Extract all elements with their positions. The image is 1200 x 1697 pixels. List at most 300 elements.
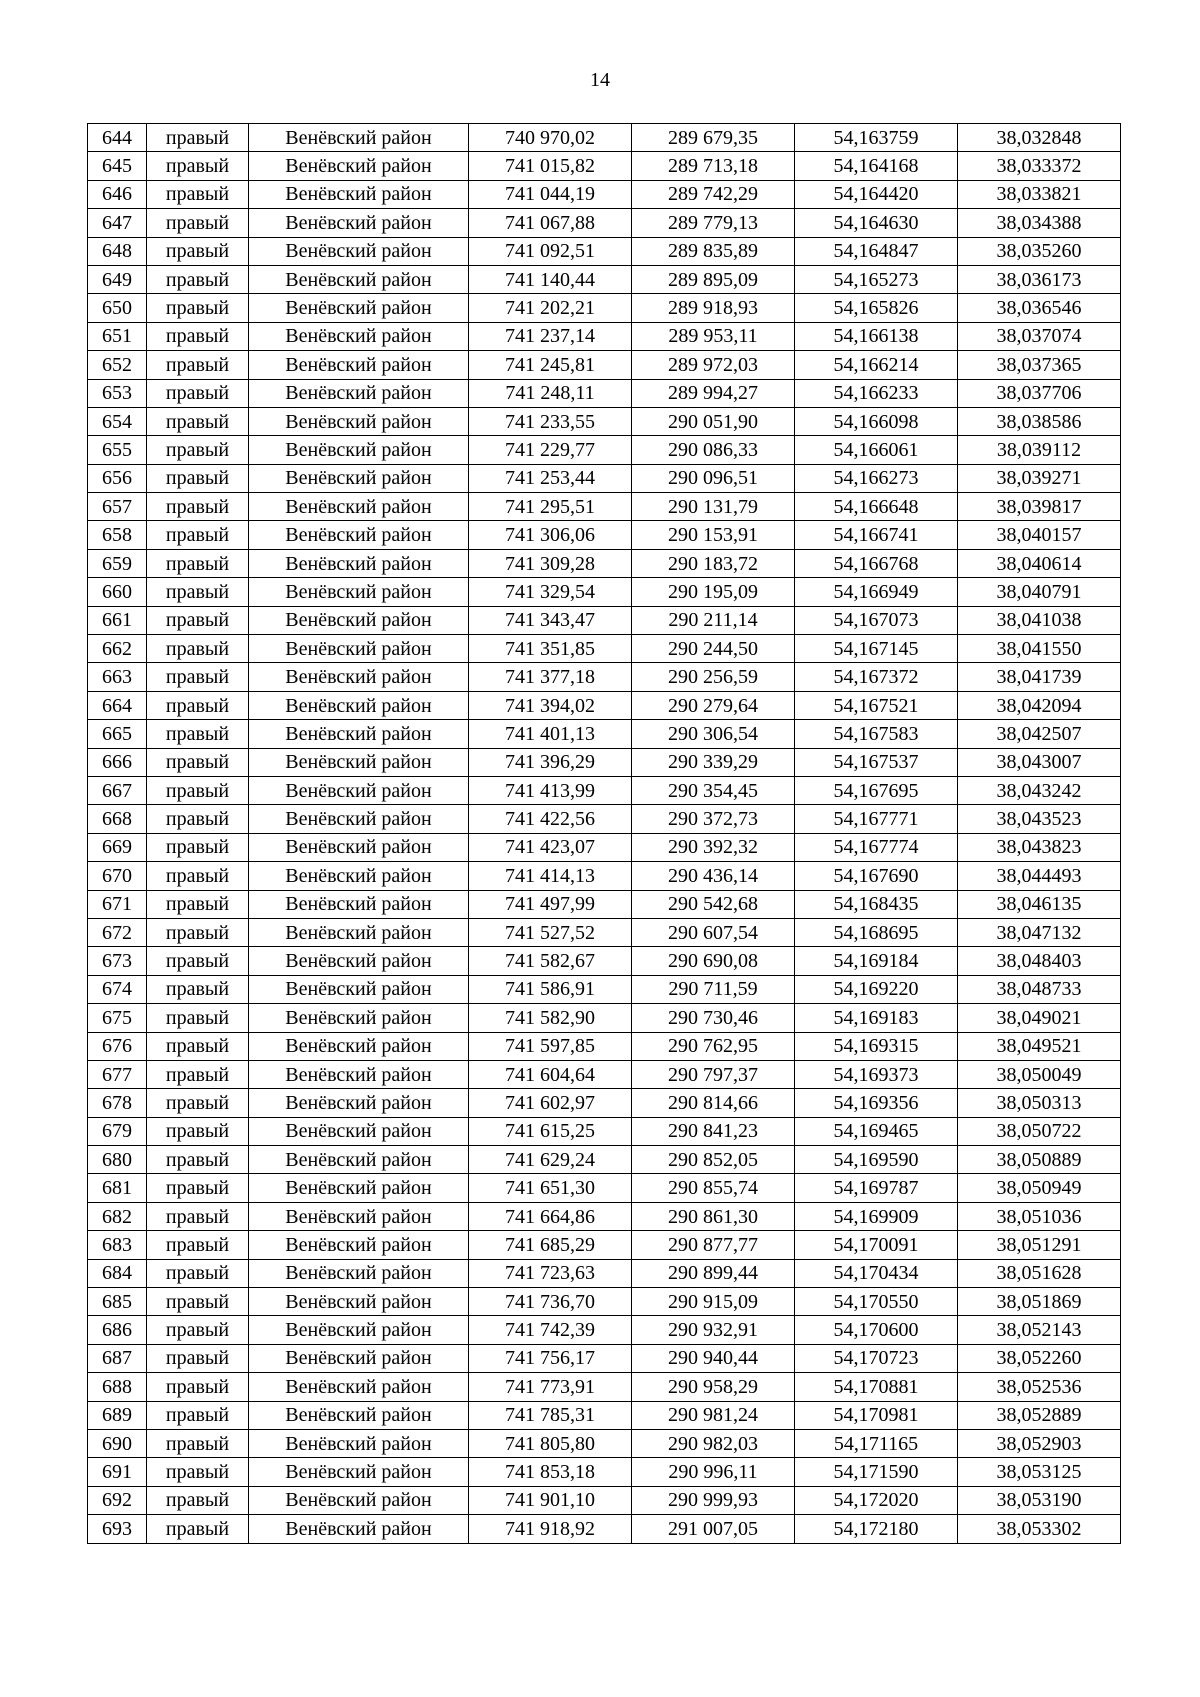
longitude-cell: 38,050722 <box>958 1117 1121 1145</box>
y-coordinate-cell: 290 932,91 <box>632 1316 795 1344</box>
table-row <box>88 1060 1121 1088</box>
x-coordinate-cell: 741 401,13 <box>469 720 632 748</box>
y-coordinate-cell: 290 999,93 <box>632 1486 795 1514</box>
y-coordinate-cell: 289 972,03 <box>632 351 795 379</box>
district-cell: Венёвский район <box>249 464 469 492</box>
table-row <box>88 1316 1121 1344</box>
x-coordinate-cell: 741 602,97 <box>469 1089 632 1117</box>
x-coordinate-cell: 741 396,29 <box>469 748 632 776</box>
point-number-cell: 655 <box>88 436 147 464</box>
longitude-cell: 38,051628 <box>958 1259 1121 1287</box>
bank-cell: правый <box>147 294 249 322</box>
district-cell: Венёвский район <box>249 1259 469 1287</box>
bank-cell: правый <box>147 833 249 861</box>
longitude-cell: 38,040157 <box>958 521 1121 549</box>
point-number-cell: 683 <box>88 1231 147 1259</box>
x-coordinate-cell: 741 414,13 <box>469 862 632 890</box>
district-cell: Венёвский район <box>249 1032 469 1060</box>
latitude-cell: 54,168695 <box>795 918 958 946</box>
point-number-cell: 667 <box>88 776 147 804</box>
y-coordinate-cell: 290 086,33 <box>632 436 795 464</box>
y-coordinate-cell: 290 690,08 <box>632 947 795 975</box>
table-row <box>88 1429 1121 1457</box>
table-row <box>88 1146 1121 1174</box>
x-coordinate-cell: 741 233,55 <box>469 407 632 435</box>
district-cell: Венёвский район <box>249 947 469 975</box>
longitude-cell: 38,052889 <box>958 1401 1121 1429</box>
point-number-cell: 662 <box>88 635 147 663</box>
x-coordinate-cell: 741 015,82 <box>469 152 632 180</box>
point-number-cell: 681 <box>88 1174 147 1202</box>
district-cell: Венёвский район <box>249 1202 469 1230</box>
district-cell: Венёвский район <box>249 833 469 861</box>
longitude-cell: 38,051291 <box>958 1231 1121 1259</box>
table-row <box>88 152 1121 180</box>
y-coordinate-cell: 290 814,66 <box>632 1089 795 1117</box>
bank-cell: правый <box>147 578 249 606</box>
longitude-cell: 38,034388 <box>958 209 1121 237</box>
point-number-cell: 677 <box>88 1060 147 1088</box>
district-cell: Венёвский район <box>249 1089 469 1117</box>
y-coordinate-cell: 290 051,90 <box>632 407 795 435</box>
x-coordinate-cell: 741 918,92 <box>469 1515 632 1543</box>
point-number-cell: 653 <box>88 379 147 407</box>
point-number-cell: 672 <box>88 918 147 946</box>
x-coordinate-cell: 741 742,39 <box>469 1316 632 1344</box>
point-number-cell: 658 <box>88 521 147 549</box>
y-coordinate-cell: 290 981,24 <box>632 1401 795 1429</box>
point-number-cell: 686 <box>88 1316 147 1344</box>
district-cell: Венёвский район <box>249 1373 469 1401</box>
district-cell: Венёвский район <box>249 663 469 691</box>
longitude-cell: 38,047132 <box>958 918 1121 946</box>
longitude-cell: 38,044493 <box>958 862 1121 890</box>
table-row <box>88 180 1121 208</box>
table-row <box>88 1344 1121 1372</box>
bank-cell: правый <box>147 805 249 833</box>
table-row <box>88 691 1121 719</box>
district-cell: Венёвский район <box>249 1146 469 1174</box>
bank-cell: правый <box>147 1089 249 1117</box>
district-cell: Венёвский район <box>249 180 469 208</box>
point-number-cell: 647 <box>88 209 147 237</box>
longitude-cell: 38,043242 <box>958 776 1121 804</box>
table-row <box>88 805 1121 833</box>
x-coordinate-cell: 741 773,91 <box>469 1373 632 1401</box>
x-coordinate-cell: 741 329,54 <box>469 578 632 606</box>
district-cell: Венёвский район <box>249 1316 469 1344</box>
district-cell: Венёвский район <box>249 294 469 322</box>
bank-cell: правый <box>147 918 249 946</box>
bank-cell: правый <box>147 1117 249 1145</box>
bank-cell: правый <box>147 1316 249 1344</box>
latitude-cell: 54,167145 <box>795 635 958 663</box>
longitude-cell: 38,039817 <box>958 493 1121 521</box>
latitude-cell: 54,169465 <box>795 1117 958 1145</box>
longitude-cell: 38,053302 <box>958 1515 1121 1543</box>
x-coordinate-cell: 741 422,56 <box>469 805 632 833</box>
y-coordinate-cell: 291 007,05 <box>632 1515 795 1543</box>
y-coordinate-cell: 290 852,05 <box>632 1146 795 1174</box>
y-coordinate-cell: 290 354,45 <box>632 776 795 804</box>
bank-cell: правый <box>147 521 249 549</box>
bank-cell: правый <box>147 180 249 208</box>
longitude-cell: 38,043523 <box>958 805 1121 833</box>
bank-cell: правый <box>147 265 249 293</box>
latitude-cell: 54,166061 <box>795 436 958 464</box>
x-coordinate-cell: 741 295,51 <box>469 493 632 521</box>
table-row <box>88 1089 1121 1117</box>
longitude-cell: 38,040791 <box>958 578 1121 606</box>
point-number-cell: 674 <box>88 975 147 1003</box>
point-number-cell: 651 <box>88 322 147 350</box>
table-row <box>88 1288 1121 1316</box>
longitude-cell: 38,041038 <box>958 606 1121 634</box>
latitude-cell: 54,167521 <box>795 691 958 719</box>
point-number-cell: 687 <box>88 1344 147 1372</box>
point-number-cell: 661 <box>88 606 147 634</box>
bank-cell: правый <box>147 1032 249 1060</box>
point-number-cell: 670 <box>88 862 147 890</box>
district-cell: Венёвский район <box>249 805 469 833</box>
y-coordinate-cell: 289 835,89 <box>632 237 795 265</box>
bank-cell: правый <box>147 1202 249 1230</box>
longitude-cell: 38,038586 <box>958 407 1121 435</box>
table-row <box>88 549 1121 577</box>
longitude-cell: 38,050313 <box>958 1089 1121 1117</box>
bank-cell: правый <box>147 152 249 180</box>
table-row <box>88 635 1121 663</box>
longitude-cell: 38,052143 <box>958 1316 1121 1344</box>
bank-cell: правый <box>147 1259 249 1287</box>
latitude-cell: 54,163759 <box>795 124 958 152</box>
point-number-cell: 692 <box>88 1486 147 1514</box>
table-row <box>88 1515 1121 1543</box>
x-coordinate-cell: 741 377,18 <box>469 663 632 691</box>
bank-cell: правый <box>147 436 249 464</box>
x-coordinate-cell: 741 248,11 <box>469 379 632 407</box>
table-row <box>88 748 1121 776</box>
latitude-cell: 54,165273 <box>795 265 958 293</box>
longitude-cell: 38,036173 <box>958 265 1121 293</box>
point-number-cell: 685 <box>88 1288 147 1316</box>
table-row <box>88 947 1121 975</box>
longitude-cell: 38,051036 <box>958 1202 1121 1230</box>
longitude-cell: 38,053125 <box>958 1458 1121 1486</box>
latitude-cell: 54,170600 <box>795 1316 958 1344</box>
table-row <box>88 1117 1121 1145</box>
point-number-cell: 645 <box>88 152 147 180</box>
x-coordinate-cell: 741 253,44 <box>469 464 632 492</box>
table-row <box>88 436 1121 464</box>
district-cell: Венёвский район <box>249 776 469 804</box>
bank-cell: правый <box>147 351 249 379</box>
x-coordinate-cell: 741 785,31 <box>469 1401 632 1429</box>
point-number-cell: 678 <box>88 1089 147 1117</box>
x-coordinate-cell: 741 615,25 <box>469 1117 632 1145</box>
district-cell: Венёвский район <box>249 748 469 776</box>
bank-cell: правый <box>147 890 249 918</box>
bank-cell: правый <box>147 1429 249 1457</box>
latitude-cell: 54,164168 <box>795 152 958 180</box>
y-coordinate-cell: 290 996,11 <box>632 1458 795 1486</box>
bank-cell: правый <box>147 1458 249 1486</box>
latitude-cell: 54,166949 <box>795 578 958 606</box>
point-number-cell: 676 <box>88 1032 147 1060</box>
bank-cell: правый <box>147 720 249 748</box>
x-coordinate-cell: 741 756,17 <box>469 1344 632 1372</box>
point-number-cell: 680 <box>88 1146 147 1174</box>
bank-cell: правый <box>147 862 249 890</box>
district-cell: Венёвский район <box>249 1117 469 1145</box>
longitude-cell: 38,053190 <box>958 1486 1121 1514</box>
y-coordinate-cell: 290 211,14 <box>632 606 795 634</box>
latitude-cell: 54,169220 <box>795 975 958 1003</box>
table-row <box>88 776 1121 804</box>
point-number-cell: 689 <box>88 1401 147 1429</box>
x-coordinate-cell: 741 237,14 <box>469 322 632 350</box>
x-coordinate-cell: 741 245,81 <box>469 351 632 379</box>
point-number-cell: 665 <box>88 720 147 748</box>
district-cell: Венёвский район <box>249 549 469 577</box>
longitude-cell: 38,051869 <box>958 1288 1121 1316</box>
bank-cell: правый <box>147 407 249 435</box>
latitude-cell: 54,164420 <box>795 180 958 208</box>
y-coordinate-cell: 290 762,95 <box>632 1032 795 1060</box>
y-coordinate-cell: 290 797,37 <box>632 1060 795 1088</box>
longitude-cell: 38,041550 <box>958 635 1121 663</box>
point-number-cell: 660 <box>88 578 147 606</box>
point-number-cell: 679 <box>88 1117 147 1145</box>
x-coordinate-cell: 741 309,28 <box>469 549 632 577</box>
latitude-cell: 54,167771 <box>795 805 958 833</box>
y-coordinate-cell: 289 742,29 <box>632 180 795 208</box>
bank-cell: правый <box>147 606 249 634</box>
table-row <box>88 379 1121 407</box>
district-cell: Венёвский район <box>249 720 469 748</box>
table-row <box>88 663 1121 691</box>
point-number-cell: 663 <box>88 663 147 691</box>
district-cell: Венёвский район <box>249 322 469 350</box>
district-cell: Венёвский район <box>249 1344 469 1372</box>
district-cell: Венёвский район <box>249 1004 469 1032</box>
x-coordinate-cell: 740 970,02 <box>469 124 632 152</box>
longitude-cell: 38,050949 <box>958 1174 1121 1202</box>
district-cell: Венёвский район <box>249 1486 469 1514</box>
latitude-cell: 54,169183 <box>795 1004 958 1032</box>
x-coordinate-cell: 741 202,21 <box>469 294 632 322</box>
longitude-cell: 38,048403 <box>958 947 1121 975</box>
y-coordinate-cell: 290 958,29 <box>632 1373 795 1401</box>
coordinates-table <box>87 123 1121 1544</box>
table-row <box>88 1004 1121 1032</box>
district-cell: Венёвский район <box>249 1174 469 1202</box>
table-row <box>88 578 1121 606</box>
latitude-cell: 54,169356 <box>795 1089 958 1117</box>
longitude-cell: 38,043823 <box>958 833 1121 861</box>
point-number-cell: 652 <box>88 351 147 379</box>
bank-cell: правый <box>147 1060 249 1088</box>
x-coordinate-cell: 741 497,99 <box>469 890 632 918</box>
district-cell: Венёвский район <box>249 237 469 265</box>
bank-cell: правый <box>147 1004 249 1032</box>
latitude-cell: 54,166741 <box>795 521 958 549</box>
table-row <box>88 493 1121 521</box>
table-row <box>88 1259 1121 1287</box>
longitude-cell: 38,033821 <box>958 180 1121 208</box>
page-number: 14 <box>590 69 610 91</box>
y-coordinate-cell: 290 915,09 <box>632 1288 795 1316</box>
district-cell: Венёвский район <box>249 265 469 293</box>
point-number-cell: 671 <box>88 890 147 918</box>
x-coordinate-cell: 741 582,90 <box>469 1004 632 1032</box>
district-cell: Венёвский район <box>249 521 469 549</box>
point-number-cell: 664 <box>88 691 147 719</box>
longitude-cell: 38,040614 <box>958 549 1121 577</box>
latitude-cell: 54,167695 <box>795 776 958 804</box>
district-cell: Венёвский район <box>249 152 469 180</box>
table-row <box>88 322 1121 350</box>
x-coordinate-cell: 741 343,47 <box>469 606 632 634</box>
x-coordinate-cell: 741 140,44 <box>469 265 632 293</box>
latitude-cell: 54,167690 <box>795 862 958 890</box>
bank-cell: правый <box>147 237 249 265</box>
bank-cell: правый <box>147 209 249 237</box>
bank-cell: правый <box>147 1288 249 1316</box>
district-cell: Венёвский район <box>249 918 469 946</box>
y-coordinate-cell: 290 279,64 <box>632 691 795 719</box>
y-coordinate-cell: 290 841,23 <box>632 1117 795 1145</box>
longitude-cell: 38,037706 <box>958 379 1121 407</box>
bank-cell: правый <box>147 635 249 663</box>
longitude-cell: 38,046135 <box>958 890 1121 918</box>
bank-cell: правый <box>147 549 249 577</box>
latitude-cell: 54,170434 <box>795 1259 958 1287</box>
x-coordinate-cell: 741 805,80 <box>469 1429 632 1457</box>
district-cell: Венёвский район <box>249 379 469 407</box>
point-number-cell: 656 <box>88 464 147 492</box>
x-coordinate-cell: 741 044,19 <box>469 180 632 208</box>
district-cell: Венёвский район <box>249 691 469 719</box>
x-coordinate-cell: 741 901,10 <box>469 1486 632 1514</box>
point-number-cell: 675 <box>88 1004 147 1032</box>
x-coordinate-cell: 741 413,99 <box>469 776 632 804</box>
latitude-cell: 54,170550 <box>795 1288 958 1316</box>
table-row <box>88 209 1121 237</box>
district-cell: Венёвский район <box>249 1288 469 1316</box>
table-row <box>88 124 1121 152</box>
y-coordinate-cell: 289 953,11 <box>632 322 795 350</box>
bank-cell: правый <box>147 947 249 975</box>
latitude-cell: 54,170881 <box>795 1373 958 1401</box>
longitude-cell: 38,039112 <box>958 436 1121 464</box>
latitude-cell: 54,171590 <box>795 1458 958 1486</box>
x-coordinate-cell: 741 067,88 <box>469 209 632 237</box>
x-coordinate-cell: 741 351,85 <box>469 635 632 663</box>
bank-cell: правый <box>147 379 249 407</box>
district-cell: Венёвский район <box>249 351 469 379</box>
x-coordinate-cell: 741 853,18 <box>469 1458 632 1486</box>
latitude-cell: 54,166214 <box>795 351 958 379</box>
table-row <box>88 975 1121 1003</box>
x-coordinate-cell: 741 597,85 <box>469 1032 632 1060</box>
y-coordinate-cell: 290 153,91 <box>632 521 795 549</box>
latitude-cell: 54,172180 <box>795 1515 958 1543</box>
y-coordinate-cell: 290 131,79 <box>632 493 795 521</box>
y-coordinate-cell: 290 372,73 <box>632 805 795 833</box>
point-number-cell: 669 <box>88 833 147 861</box>
bank-cell: правый <box>147 663 249 691</box>
latitude-cell: 54,171165 <box>795 1429 958 1457</box>
bank-cell: правый <box>147 1373 249 1401</box>
y-coordinate-cell: 290 339,29 <box>632 748 795 776</box>
longitude-cell: 38,050049 <box>958 1060 1121 1088</box>
x-coordinate-cell: 741 629,24 <box>469 1146 632 1174</box>
latitude-cell: 54,168435 <box>795 890 958 918</box>
point-number-cell: 682 <box>88 1202 147 1230</box>
y-coordinate-cell: 290 711,59 <box>632 975 795 1003</box>
x-coordinate-cell: 741 306,06 <box>469 521 632 549</box>
x-coordinate-cell: 741 736,70 <box>469 1288 632 1316</box>
latitude-cell: 54,165826 <box>795 294 958 322</box>
table-row <box>88 890 1121 918</box>
y-coordinate-cell: 290 861,30 <box>632 1202 795 1230</box>
longitude-cell: 38,052260 <box>958 1344 1121 1372</box>
bank-cell: правый <box>147 1401 249 1429</box>
table-row <box>88 1401 1121 1429</box>
table-row <box>88 918 1121 946</box>
table-row <box>88 237 1121 265</box>
table-row <box>88 606 1121 634</box>
x-coordinate-cell: 741 651,30 <box>469 1174 632 1202</box>
table-row <box>88 1373 1121 1401</box>
table-row <box>88 720 1121 748</box>
longitude-cell: 38,037365 <box>958 351 1121 379</box>
longitude-cell: 38,033372 <box>958 152 1121 180</box>
table-row <box>88 1458 1121 1486</box>
latitude-cell: 54,172020 <box>795 1486 958 1514</box>
bank-cell: правый <box>147 975 249 1003</box>
latitude-cell: 54,170091 <box>795 1231 958 1259</box>
y-coordinate-cell: 290 096,51 <box>632 464 795 492</box>
longitude-cell: 38,048733 <box>958 975 1121 1003</box>
point-number-cell: 644 <box>88 124 147 152</box>
point-number-cell: 691 <box>88 1458 147 1486</box>
y-coordinate-cell: 289 895,09 <box>632 265 795 293</box>
latitude-cell: 54,169787 <box>795 1174 958 1202</box>
longitude-cell: 38,041739 <box>958 663 1121 691</box>
district-cell: Венёвский район <box>249 606 469 634</box>
latitude-cell: 54,169909 <box>795 1202 958 1230</box>
table-row <box>88 265 1121 293</box>
bank-cell: правый <box>147 748 249 776</box>
longitude-cell: 38,049021 <box>958 1004 1121 1032</box>
x-coordinate-cell: 741 092,51 <box>469 237 632 265</box>
district-cell: Венёвский район <box>249 862 469 890</box>
latitude-cell: 54,164847 <box>795 237 958 265</box>
point-number-cell: 648 <box>88 237 147 265</box>
table-row <box>88 1231 1121 1259</box>
latitude-cell: 54,167073 <box>795 606 958 634</box>
bank-cell: правый <box>147 1344 249 1372</box>
district-cell: Венёвский район <box>249 124 469 152</box>
table-row <box>88 1202 1121 1230</box>
x-coordinate-cell: 741 664,86 <box>469 1202 632 1230</box>
table-row <box>88 464 1121 492</box>
table-row <box>88 351 1121 379</box>
longitude-cell: 38,052903 <box>958 1429 1121 1457</box>
bank-cell: правый <box>147 1174 249 1202</box>
